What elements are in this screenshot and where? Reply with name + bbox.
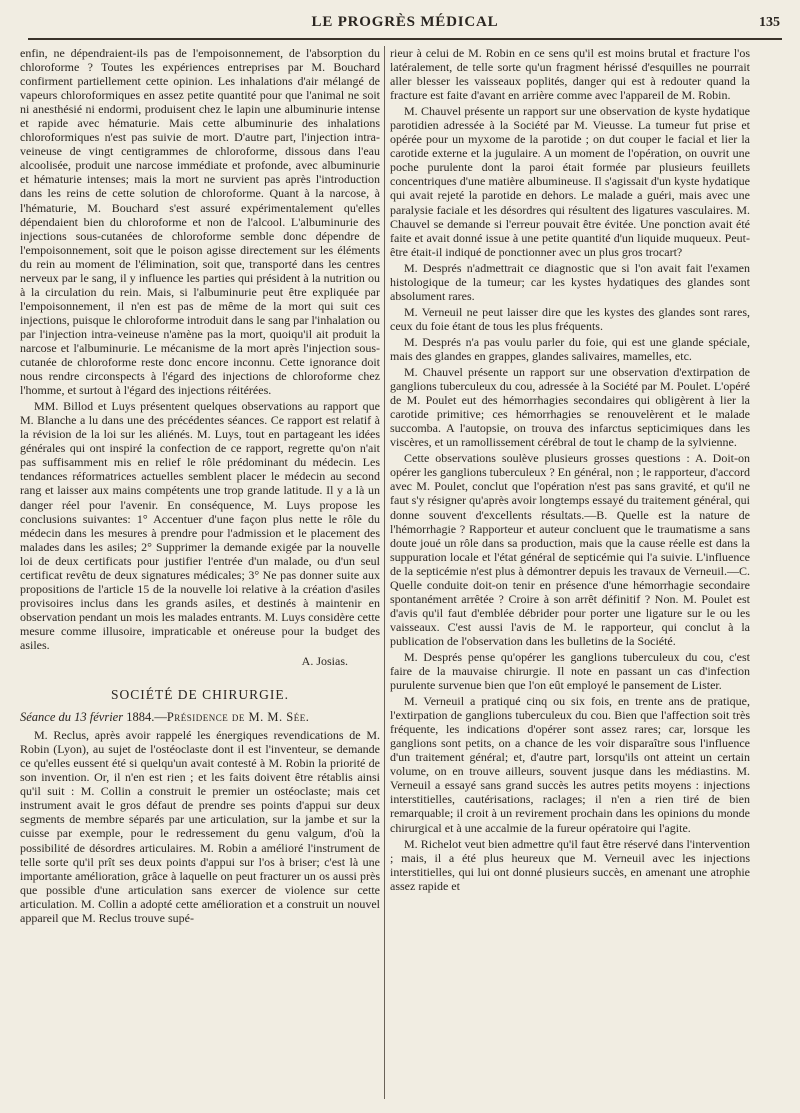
- column-divider: [384, 46, 385, 1099]
- paragraph-chauvel-kyste: M. Chauvel présente un rapport sur une observation de kyste hydatique parotidien adressée à la Société par M. Vieusse. La tumeur fut prise et opérée pour un myxome de la parotide ; on dut couper le facial et lier la carotide externe et la jugulaire. A un moment de l'opération, on ouvrit une poche purulente dont la paroi était formée par plusieurs feuillets concentriques d'une matière albumineuse. Il s'agissait d'un kyste hydatique qui avait rejeté la parotide en dehors. Le malade a guéri, mais avec une paralysie faciale et les désordres qui résultent des ligatures vasculaires. M. Chauvel se demande si l'erreur pouvait être évitée. Une ponction avait été faite et avait donné issue à une petite quantité d'un liquide muqueux. Peut-être était-il indiqué de ponctionner avec un plus gros trocart?: [390, 104, 750, 259]
- seance-line: [20, 710, 380, 724]
- seance-year: 1884.—: [126, 710, 167, 725]
- presidence: Présidence de M. M. Sée.: [166, 710, 310, 725]
- left-column: [20, 46, 380, 1103]
- paragraph-reclus: M. Reclus, après avoir rappelé les énergiques revendications de M. Robin (Lyon), au sujet de l'ostéoclaste dont il est l'inventeur, se demande ce qu'elles eussent été si quelqu'un avait contesté à M. Robin la priorité de son invention. Or, il n'en est rien ; et les faits doivent être rétablis ainsi qu'il suit : M. Collin a construit le premier un ostéoclaste; mais cet instrument avait le gros défaut de prendre ses points d'appui sur deux segments de membre séparés par une articulation, sur la jambe et sur la cuisse par exemple, pour le redressement du genu valgum, d'où la possibilité de désordres articulaires. M. Robin a amélioré l'instrument de telle sorte qu'il prît ses deux points d'appui sur l'os à briser; c'est là une importante amélioration, grâce à laquelle on peut fracturer un os aussi près que possible d'une articulation sans exercer de violence sur cette articulation. M. Collin a adopté cette amélioration et a construit un nouvel appareil que M. Reclus trouve supé-: [20, 728, 380, 925]
- paragraph-questions: Cette observations soulève plusieurs grosses questions : A. Doit-on opérer les ganglions tuberculeux ? En général, non ; le rapporteur, d'accord avec M. Poulet, conclut que l'opération n'est pas sans gravité, et qu'il ne faut s'y résigner qu'après avoir longtemps essayé du traitement général, qui donne souvent d'excellents résultats.—B. Quelle est la nature de l'hémorrhagie ? Rapporteur et auteur concluent que le traumatisme a sans doute joué un rôle dans sa production, mais que la cause réelle est dans la suppuration locale et l'état général de septicémie qui l'a suivie. L'influence de la septicémie n'est plus à démontrer depuis les travaux de Verneuil.—C. Quelle conduite doit-on tenir en présence d'une hémorrhagie secondaire spontanément arrêtée ? Croire à son arrêt définitif ? Non. M. Poulet est d'avis qu'il faut d'emblée débrider pour porter une ligature sur le ou les vaisseaux. C'est aussi l'avis de M. le rapporteur, qui conclut à la publication de l'observation dans les bulletins de la Société.: [390, 451, 750, 648]
- journal-title: LE PROGRÈS MÉDICAL: [311, 14, 499, 30]
- paragraph-continuation: rieur à celui de M. Robin en ce sens qu'il est moins brutal et fracture l'os latéralement, de telle sorte qu'un fragment hérissé d'esquilles ne pourrait aller blesser les vaisseaux poplités, danger qui est à redouter quand la fracture est faite d'avant en arrière comme avec l'appareil de M. Robin.: [390, 46, 750, 103]
- paragraph-verneuil-1: M. Verneuil ne peut laisser dire que les kystes des glandes sont rares, ceux du foie étant de tous les plus fréquents.: [390, 304, 750, 333]
- paragraph-richelot: M. Richelot veut bien admettre qu'il faut être réservé dans l'intervention ; mais, il a été plus heureux que M. Verneuil avec les injections interstitielles, qui lui ont donné plusieurs succès, en amenant une atrophie assez rapide et: [390, 836, 750, 893]
- paragraph-chauvel-ganglions: M. Chauvel présente un rapport sur une observation d'extirpation de ganglions tuberculeux du cou, adressée à la Société par M. Poulet. L'opéré de M. Poulet eut des hémorrhagies secondaires qui obligèrent à lier la carotide primitive; ces hémorrhagies se renouvelèrent et le malade succomba. A l'autopsie, on trouva des infarctus septicimiques dans les viscères, et un ramollissement cérébral de tout le champ de la sylvienne.: [390, 365, 750, 450]
- seance-date: Séance du 13 février: [20, 710, 124, 725]
- author-signature: A. Josias.: [301, 654, 348, 669]
- paragraph-despres-1: M. Després n'admettrait ce diagnostic que si l'on avait fait l'examen histologique de la tumeur; car les kystes hydatiques des glandes sont absolument rares.: [390, 260, 750, 303]
- section-title: SOCIÉTÉ DE CHIRURGIE.: [110, 687, 290, 703]
- paragraph-billod-luys: MM. Billod et Luys présentent quelques observations au rapport que M. Blanche a lu dans une des précédentes séances. Ce rapport est relatif à la révision de la loi sur les aliénés. M. Luys, tout en partageant les idées générales qui ont inspiré la confection de ce rapport, regrette qu'on n'ait pas suffisamment mis en relief le rôle prédominant du médecin. Les tendances réformatrices actuelles semblent placer le médecin au second rang et laisser aux mains compétents une trop grande latitude. Il y a là un danger réel pour l'avenir. En conséquence, M. Luys propose les conclusions suivantes: 1° Accentuer d'une façon plus nette le rôle du médecin dans les mesures à prendre pour l'admission et le placement des malades dans les asiles; 2° Supprimer la demande exigée par la nouvelle loi de deux certificats pour justifier l'entrée d'un malade, ou d'un seul certificat revêtu de deux signatures médicales; 3° Ne pas donner suite aux propositions de l'article 15 de la nouvelle loi relative à la création d'asiles provisoires inclus dans les grands asiles, et destinés à maintenir en observation pendant un mois les malades entrants. M. Luys considère cette mesure comme illusoire, impraticable et onéreuse pour la budget des asiles.: [20, 399, 380, 652]
- paragraph-chloroform: enfin, ne dépendraient-ils pas de l'empoisonnement, de l'absorption du chloroforme ? Toutes les expériences entreprises par M. Bouchard confirment partiellement cette opinion. Les inhalations d'air mélangé de vapeurs chloroformiques en assez petite quantité pour que l'animal ne soit ni anesthésié ni endormi, produisent chez le lapin une albuminurie intense et rapide avec hématurie. Mais cette albuminurie des inhalations chloroformiques n'est pas suivie de mort. D'autre part, l'injection intra-veineuse de vingt centigrammes de chloroforme, dissous dans l'eau alcoolisée, produit une narcose immédiate et profonde, avec albuminurie et hématurie intenses; mais la mort ne survient pas après l'introduction dans les reins de cette solution de chloroforme. Quant à la narcose, à l'hématurie, M. Bouchard s'est assuré expérimentalement qu'elles dépendaient bien du chloroforme et non de l'alcool. L'albuminurie des injections sous-cutanées de chloroforme semble donc dépendre de l'empoisonnement, soit que le poison agisse directement sur les éléments du rein au moment de l'élimination, soit que, transporté dans les centres nerveux par le sang, il y influence les parties qui président à la nutrition ou à la circulation du rein. Mais, si l'albuminurie peut être expliquée par l'empoisonnement, il n'en est pas de même de la mort qui suit ces injections, puisque le chloroforme introduit dans le sang par l'inhalation ou par l'injection intra-veineuse n'amène pas la mort, quoiqu'il ait produit la narcose et l'albuminurie. Le mécanisme de la mort après l'injection sous-cutanée de chloroforme reste donc encore inconnu. Cette ignorance doit nous rendre circonspects à l'égard des injections de chloroforme chez l'homme, et surtout à l'égard des injections réitérées.: [20, 46, 380, 398]
- right-column: [390, 46, 750, 1103]
- paragraph-despres-3: M. Després pense qu'opérer les ganglions tuberculeux du cou, c'est faire de la mauvaise chirurgie. Il note en passant un cas d'infection purulente survenue bien que l'on eût employé le pansement de Lister.: [390, 649, 750, 693]
- paragraph-despres-2: M. Després n'a pas voulu parler du foie, qui est une glande spéciale, mais des glandes en grappes, glandes salivaires, mamelles, etc.: [390, 334, 750, 363]
- page-header: [28, 12, 782, 40]
- paragraph-verneuil-2: M. Verneuil a pratiqué cinq ou six fois, en trente ans de pratique, l'extirpation de ganglions tuberculeux du cou. Bien que l'affection soit très fréquente, les indications d'opérer sont assez rares; car, lorsque les ganglions sont petits, on a chance de les voir disparaître sous l'influence d'un traitement général; et, d'autre part, lorsqu'ils ont atteint un certain volume, on en trouve ailleurs, souvent jusque dans les médiastins. M. Verneuil a essayé sans grand succès les autres petits moyens : injections interstitielles, cautérisations, raclages; il n'en a rien tiré de bien remarquable; il croit à un revirement prochain dans les opinions du monde chirurgical et à une accalmie de la fureur opératoire qui l'agite.: [390, 694, 750, 835]
- page-number: 135: [759, 15, 780, 30]
